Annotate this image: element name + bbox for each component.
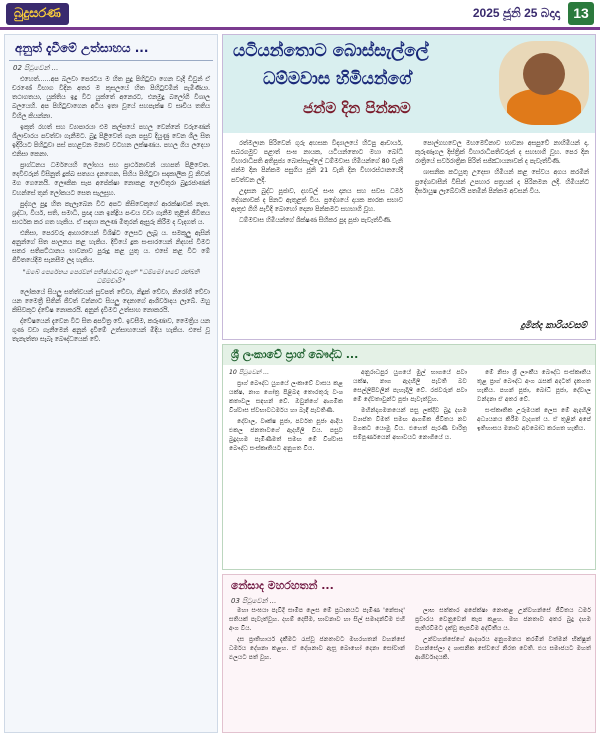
feature-title-line2[interactable]: ධම්මවාස හිමියන්ගේ (263, 69, 412, 89)
article-anuth-daveeme (4, 34, 218, 733)
paragraph: ලාභ සත්කාර අපේක්ෂා නොකළ උන්වහන්සේ ජීවිතය ධර්ම ප්‍රචාරය වෙනුවෙන් කැප කළහ. මහ ජනතාව අතර බුදු දහම පැතිරවීමට දැක්වූ කැපවීම අද්විතීය ය. (415, 607, 591, 632)
author-name: දුමින්ද කාරියවසම් (520, 321, 587, 331)
article-janma-dina-pinkama (222, 34, 596, 340)
paragraph: දස ප්‍රාතිහාර්ය දැකීමට රැස්වූ ජනතාවට මහරහතන් වහන්සේ ධර්මය දේශනා කළහ. ඒ දේශනාව ඇසූ බොහෝ දෙනා සෝවාන් ඵලයට පත් වූහ. (229, 635, 405, 661)
paragraph: උන්වහන්සේගේ ආදර්ශය අනුගමනය කරමින් වත්මන් භික්ෂූන් වහන්සේලා ද ශාසනික සේවයේ නිරත වෙති. එය සමාජයට මහත් ආශිර්වාදයකි. (415, 635, 591, 661)
continued-from: 02 පිටුවෙන් ... (13, 64, 59, 72)
paragraph: ප්‍රාග්ධනය ධර්මයෙහි ලෝභය සහ ප්‍රාර්ථනාවන් යහපත් පිළිවෙත. දෙවිවරුන් විසිනුත් දුක්ඛ සත්‍යය දැනගෙන, සිහිය පිහිටුවා සදාකාලික වූ නිවන් මග ගෙනෙයි. ලෞකික සැප අපේක්ෂා නොකළ ලොව්තුරා බුදුරජාණන් වහන්සේ තුන් ලෝකයට සෙත සැලසූහ. (12, 162, 210, 197)
paragraph: එහෙත්......අප බලවා පෙරටය ම හිත පුදු පිහිටුවා ගෙන වැදී ඩිවුන් ඒ චරණේ විභාග විදින අතර ම කුසලයේ හිත පිහිටුවමින් පැමිණියා. තථාගතයා, යුක්තිය ඉදු විට යුක්තේ අනෙරට, එනමුදු බලෝගි විශාල බලයෙහි. අප පිහිටුවාගෙන අටිය ඉතා වූයේ සහපැක්ෂ ව සෘචිය තතිය විහිල කියන්නා. (12, 76, 210, 120)
paragraph: රත්මලාන පිරිවෙන් ගුරු අහසක විද්‍යාලයේ හිටපු ආචාර්ය, සබරගමුව පළාත් සංඝ නායක, යටියන්තොට මහා බෝධි විහාරාධිපති අතිපූජ්‍ය බොස්සැල්ලේ ධම්මවාස හිමියන්ගේ 80 වැනි ජන්ම දින පින්කම පසුගිය ජූනි 21 වැනි දින විහාරස්ථානයේදී පවත්වන ලදී. (231, 140, 403, 184)
continued-from: 03 පිටුවෙන් ... (231, 597, 277, 605)
continued-from: 10 පිටුවෙන් ... (229, 369, 270, 376)
feature-body (231, 139, 589, 335)
newspaper-logo[interactable]: බුදුසරණ (6, 3, 69, 25)
paragraph: සංස්කෘතික උරුමයක් ලෙස මේ ඇදහිලි අධ්‍යයනය කිරීම වැදගත් ය. ඒ තුළින් අපේ ඉතිහාසය මනාව අවබෝධ කරගත හැකිය. (477, 406, 591, 432)
paragraph: ඉකුත් රහත් සහ ව්‍යාපාරයා එම කල්පයේ පහල වෙන්නේ වරුණෙන් ශීලාචාරය පවත්වා ගැනීමට. බුදු පිළිවෙත් ගැන පසුව දියුණු වෙන ශීල සිත ඉදිරියට පිහිටුවා පස් පහළවන මනාව වටහන ලක්ෂණය. පහල ගිය ලදෙයා එනිසා කෙනා. (12, 123, 210, 158)
paragraph: ශාසනික කටයුතු උදෙසා හිමියන් කළ සේවය අගය කරමින් ප්‍රදේශවාසීන් විසින් උපහාර පත්‍රයක් ද පිරිනමන ලදී. හිමියන්ට දීර්ඝායුෂ ලැබේවායි පතමින් පින්කම අවසන් විය. (415, 169, 589, 195)
article-sri-lanka-prag-bauddha (222, 344, 596, 570)
paragraph: මේ නිසා ශ්‍රී ලාංකීය බෞද්ධ සංස්කෘතිය තුළ ප්‍රාග් බෞද්ධ අංග රැසක් අදටත් දැකගත හැකිය. පහන් පූජා, බෝධි පූජා, දේවාල වන්දනා ඒ අතර වේ. (477, 369, 591, 403)
paragraph: අනුරාධපුර යුගයේ මුල් භාගයේ පවා යක්ෂ, නාග ඇදහිලි පැවති බව සෙල්ලිපිවලින් පැහැදිලි වේ. රජවරුන් පවා මේ දේවතාවුන්ට පූජා පැවැත්වූහ. (353, 369, 467, 403)
article-body (229, 607, 591, 731)
paragraph: මහා සංඝයා පැවිදි සාමීප ලෙස මේ ප්‍රධානයට පැමිණ 'නේසාද' සතියක් පැවැත්වූහ. දහම් දෙසීම, භාවනාව හා සිල් සමාදන්වීම එහි අංග විය. (229, 607, 405, 632)
paragraph: මහින්දාගමනයෙන් පසු ලක්දිව බුදු දහම ව්‍යාප්ත වීමත් සමඟ ආගමික ජීවිතය නව මගකට යොමු විය. එහෙත් පැරණි චාරිත්‍ර සම්පූර්ණයෙන් අභාවයට නොගියේ ය. (353, 406, 467, 441)
feature-column-2 (415, 139, 589, 198)
feature-banner (223, 35, 595, 133)
page-number-badge: 13 (568, 2, 594, 25)
feature-title-line1[interactable]: යටියන්තොට බොස්සැල්ලේ (233, 41, 429, 61)
article-column-3 (477, 369, 591, 436)
paragraph: ද්වේෂයෙන් දැවෙන විට සිත අපවිත්‍ර වේ. ඉවසීම, කරුණාව, මෛත්‍රිය යන ගුණ වඩා ගැනීමෙන් අනුන් දැවීමේ උත්සාහයෙන් මිදිය හැකිය. එසේ වූ තැනැත්තා සැබෑ බෞද්ධයෙක් වේ. (12, 318, 210, 344)
feature-column-1 (231, 139, 403, 227)
article-nesadha-maharahathan (222, 574, 596, 733)
article-body (5, 75, 217, 345)
paragraph: ප්‍රාග් බෞද්ධ යුගයේ ලංකාවේ වාසය කළ යක්ෂ, නාග ගෝත්‍ර පිළිබඳ තොරතුරු වංශ කතාවල සඳහන් වේ. ඔවුන්ගේ ආගමික විශ්වාස ස්වභාවධර්මය හා බැඳී පැවතිණි. (229, 379, 343, 414)
paragraph: ධම්මවාස හිමියන්ගේ ශික්ෂණ සිහිකර පුද පූජා පැවැත්විණි. (239, 217, 392, 224)
article-headline[interactable]: නේසාද මහරහතන් ... (231, 579, 334, 592)
article-column-1 (229, 607, 405, 665)
paragraph: පොල්ගහවෙල මහමෙව්නාව භාවනා අසපුවේ නාහිමියන් ද, කුරුණෑගල දිස්ත්‍රික් විහාරාධිපතිවරුන් ද සහභාගි වූහ. පෙර දින රාත්‍රියේ සර්වරාත්‍රික පිරිත් සජ්ඣායනාවක් ද පැවැත්විණි. (415, 140, 589, 166)
article-headline[interactable]: ශ්‍රී ලංකාවේ ප්‍රාග් බෞද්ධ ... (223, 345, 595, 365)
feature-title-line3[interactable]: ජන්ම දින පින්කම (303, 99, 411, 117)
face-shape (523, 53, 565, 95)
issue-date: 2025 ජූනි 25 බදාදා (472, 6, 560, 20)
paragraph: පුද්ගල පුදු හිත කැලැබෙන විට අපට කිසිවෙකුගේ ආරක්ෂාවක් නැත. ශ්‍රද්ධා, වීර්ය, සති, සමාධි, ප්‍රඥා යන ඉන්ද්‍රිය පංචය වඩා ගැනීම තුළින් ජීවිතය සාර්ථක කර ගත හැකිය. ඒ සඳහා කලණ මිතුරන් ඇසුරු කිරීම ද වැදගත් ය. (12, 200, 210, 226)
article-body (229, 369, 591, 567)
paragraph: උදෑසන බුද්ධ පූජාව, දහවල් සංඝ දානය සහ සවස ධර්ම දේශනාවක් ද පිනට ඇතුළත් විය. ප්‍රදේශයේ දායක කාරක සභාව ඇතුළු ගිහි පැවිදි බොහෝ දෙනා පින්කමට සහභාගි වූහ. (231, 187, 403, 213)
paragraph: ලෝකයේ සියලු සත්ත්වයන් සුවපත් වේවා, නිදුක් වේවා, නිරෝගී වේවා යන මෛත්‍රී සිතින් ජීවත් වන්නාට සියලු දෙනාගේ ආශිර්වාදය ලැබේ. ඔහු කිසිවකුට ද්වේෂ නොකරයි. අනුන් දැවීමට උත්සාහ නොකරයි. (12, 288, 210, 314)
article-column-2 (353, 369, 467, 445)
masthead-divider (0, 27, 600, 30)
paragraph: දේවාල, වෘක්ෂ පූජා, පර්වත පූජා ආදිය එකල ජනතාවගේ ඇදහිලි විය. පසුව බුදුදහම පැමිණීමත් සමඟ මේ විශ්වාස බෞද්ධ සංස්කෘතියට අනුගත විය. (229, 417, 343, 452)
article-column-2 (415, 607, 591, 665)
monk-portrait-photo (499, 41, 589, 125)
article-column-1 (229, 369, 343, 456)
article-headline[interactable]: අනුත් දැවීමේ උත්සාහය ... (9, 35, 213, 61)
masthead (0, 0, 600, 30)
paragraph: එනිසා, පෙරවරු ආහාරයෙන් විශිෂ්ට ලෙසට ලැබූ ය. සමකුලු ඇසින් අනුන්ගේ සිත පාලනය කළ හැකිය. දිවියේ දුක සංසාරයෙන් නිදහස් වීමට සතර සතිපට්ඨානය භාවනාව පුරුදු කළ යුතු ය. එසේ කළ විට මේ ජීවිතයේදීම සැනසීම ලද හැකිය. (12, 230, 210, 265)
quote: "ඔබේ පෙරේතය පෙරවන් පතිෂ්ඨාවට ඇත" "ධම්මෝ හවේ රක්ඛති ධම්මචාරිං" (22, 268, 200, 285)
